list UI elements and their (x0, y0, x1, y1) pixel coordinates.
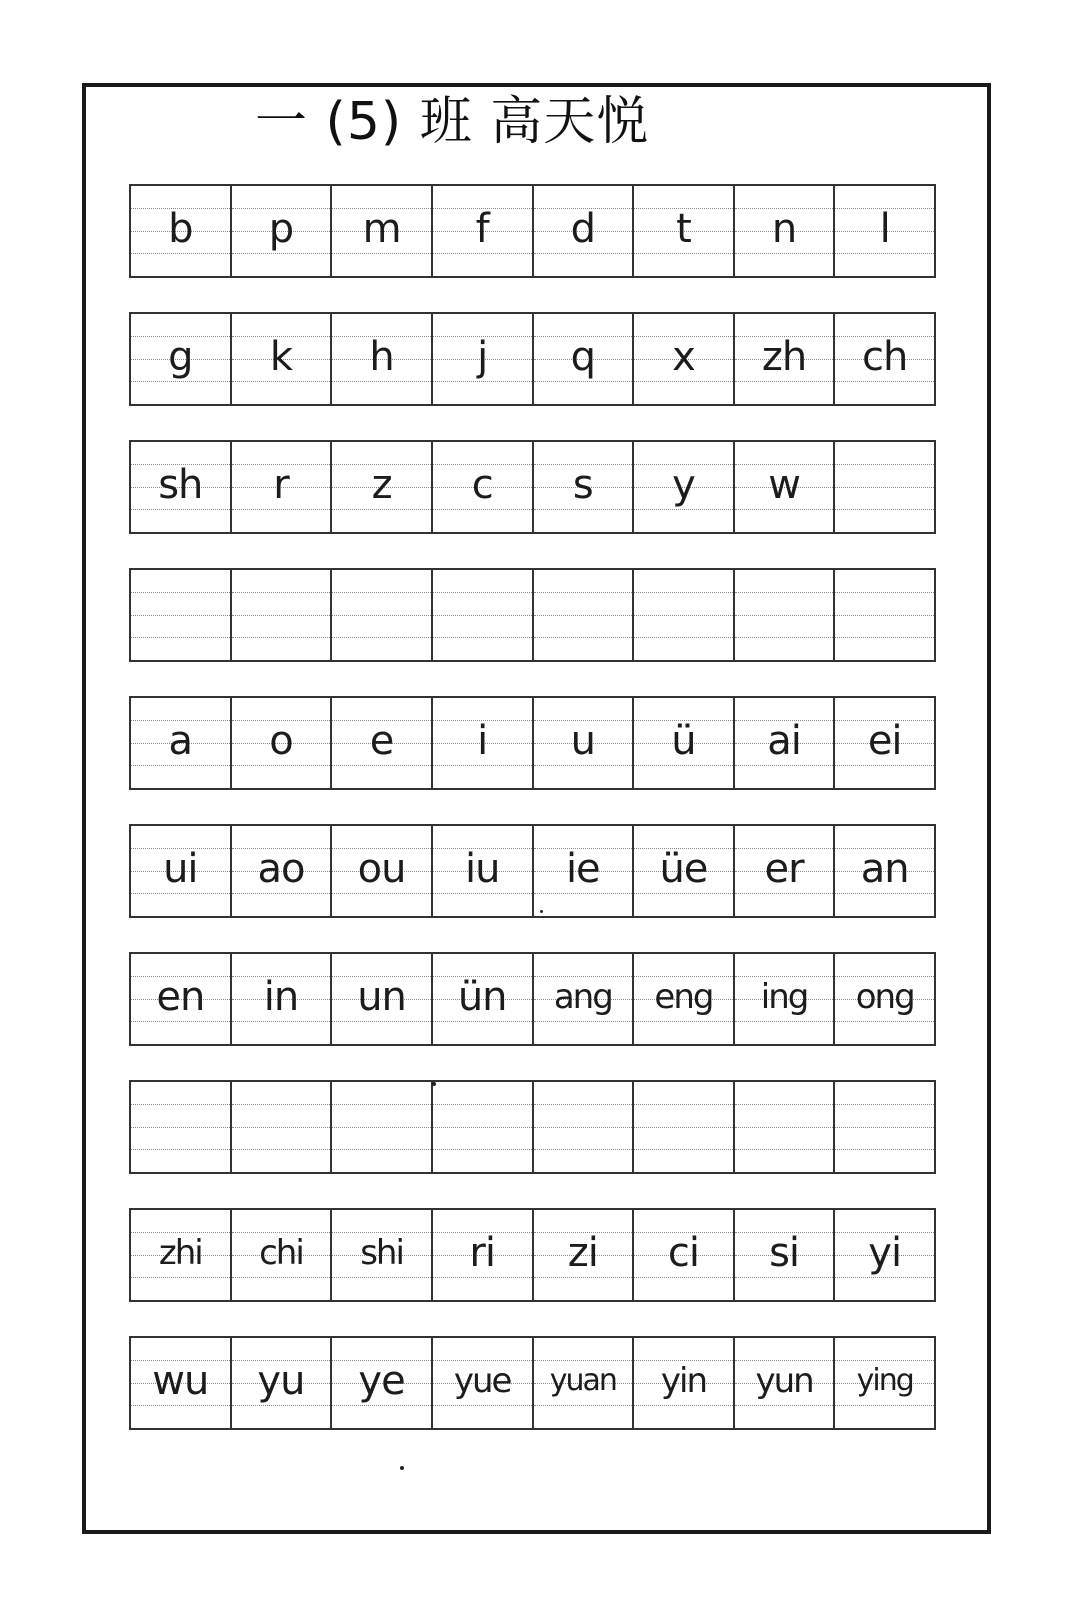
pinyin-letter: b (168, 206, 193, 252)
pinyin-letter: yuan (549, 1363, 616, 1398)
pinyin-letter: in (263, 974, 299, 1020)
dotted-guide-line (433, 1104, 532, 1105)
pinyin-letter: zh (761, 334, 807, 380)
pinyin-letter: ci (667, 1230, 699, 1276)
grid-cell (332, 698, 433, 788)
pinyin-letter: m (362, 206, 401, 252)
pinyin-letter: an (860, 846, 909, 892)
dotted-guide-line (634, 615, 733, 616)
dotted-guide-line (332, 637, 431, 638)
dotted-guide-line (131, 637, 230, 638)
dotted-guide-line (835, 637, 934, 638)
dotted-guide-line (433, 1149, 532, 1150)
grid-cell (433, 698, 534, 788)
grid-cell (534, 1210, 635, 1300)
dotted-guide-line (835, 1127, 934, 1128)
pinyin-letter: r (273, 462, 289, 508)
grid-row (129, 1080, 936, 1174)
pencil-speck (540, 910, 543, 913)
pinyin-letter: t (676, 206, 691, 252)
grid-cell (735, 954, 836, 1044)
dotted-guide-line (131, 1104, 230, 1105)
pinyin-letter: chi (259, 1233, 303, 1273)
pinyin-letter: ong (855, 977, 914, 1017)
dotted-guide-line (131, 1127, 230, 1128)
grid-row (129, 1336, 936, 1430)
grid-cell (835, 186, 934, 276)
pinyin-letter: l (879, 206, 890, 252)
grid-cell (735, 442, 836, 532)
grid-cell (634, 826, 735, 916)
grid-cell (232, 570, 333, 660)
grid-cell (332, 442, 433, 532)
pinyin-letter: a (168, 718, 193, 764)
grid-cell (332, 1210, 433, 1300)
grid-cell (332, 314, 433, 404)
dotted-guide-line (232, 615, 331, 616)
pinyin-letter: d (570, 206, 595, 252)
pinyin-letter: w (768, 462, 800, 508)
grid-cell (332, 1338, 433, 1428)
grid-cell (534, 186, 635, 276)
dotted-guide-line (835, 509, 934, 510)
grid-cell (634, 954, 735, 1044)
pinyin-letter: s (572, 462, 593, 508)
grid-cell (835, 1338, 934, 1428)
pinyin-letter: üe (659, 846, 708, 892)
dotted-guide-line (835, 1149, 934, 1150)
grid-cell (433, 1082, 534, 1172)
grid-cell (835, 442, 934, 532)
grid-cell (534, 698, 635, 788)
grid-cell (835, 570, 934, 660)
grid-cell (131, 570, 232, 660)
pinyin-letter: zi (567, 1230, 598, 1276)
pinyin-letter: ch (862, 334, 908, 380)
pinyin-letter: ye (358, 1358, 405, 1404)
dotted-guide-line (332, 615, 431, 616)
dotted-guide-line (232, 1104, 331, 1105)
grid-cell (332, 186, 433, 276)
dotted-guide-line (433, 615, 532, 616)
grid-cell (534, 314, 635, 404)
pinyin-letter: iu (464, 846, 500, 892)
grid-cell (634, 186, 735, 276)
pinyin-letter: ao (257, 846, 305, 892)
grid-cell (735, 186, 836, 276)
dotted-guide-line (534, 592, 633, 593)
grid-cell (332, 1082, 433, 1172)
grid-cell (232, 186, 333, 276)
grid-cell (634, 314, 735, 404)
dotted-guide-line (232, 1127, 331, 1128)
grid-cell (332, 954, 433, 1044)
grid-cell (433, 570, 534, 660)
pinyin-letter: n (771, 206, 797, 252)
pinyin-letter: ie (565, 846, 600, 892)
pinyin-letter: yin (660, 1361, 706, 1401)
dotted-guide-line (735, 1104, 834, 1105)
dotted-guide-line (835, 1104, 934, 1105)
grid-cell (634, 698, 735, 788)
grid-cell (735, 314, 836, 404)
grid-cell (131, 442, 232, 532)
dotted-guide-line (232, 1149, 331, 1150)
pinyin-letter: yun (755, 1361, 813, 1401)
grid-cell (534, 826, 635, 916)
pinyin-letter: h (369, 334, 394, 380)
grid-cell (232, 954, 333, 1044)
pinyin-letter: f (475, 206, 489, 252)
worksheet-border (82, 83, 991, 1534)
grid-cell (232, 826, 333, 916)
dotted-guide-line (835, 615, 934, 616)
dotted-guide-line (634, 1127, 733, 1128)
dotted-guide-line (735, 615, 834, 616)
dotted-guide-line (131, 615, 230, 616)
dotted-guide-line (735, 1127, 834, 1128)
grid-cell (534, 954, 635, 1044)
pinyin-letter: shi (360, 1233, 403, 1273)
grid-cell (433, 186, 534, 276)
pinyin-letter: o (269, 718, 293, 764)
grid-cell (433, 1338, 534, 1428)
dotted-guide-line (332, 1104, 431, 1105)
pinyin-letter: e (369, 718, 394, 764)
pinyin-letter: u (570, 718, 595, 764)
grid-cell (131, 1082, 232, 1172)
grid-cell (131, 1338, 232, 1428)
grid-cell (332, 826, 433, 916)
grid-cell (735, 1338, 836, 1428)
grid-cell (835, 1210, 934, 1300)
pinyin-letter: er (764, 846, 804, 892)
grid-row (129, 952, 936, 1046)
dotted-guide-line (735, 637, 834, 638)
pinyin-letter: wu (152, 1358, 209, 1404)
pinyin-letter: en (156, 974, 205, 1020)
pinyin-letter: i (477, 718, 488, 764)
pinyin-letter: ui (163, 846, 198, 892)
grid-cell (232, 1210, 333, 1300)
pinyin-letter: c (471, 462, 493, 508)
dotted-guide-line (433, 637, 532, 638)
pinyin-letter: ou (357, 846, 406, 892)
grid-cell (735, 1210, 836, 1300)
pinyin-letter: k (269, 334, 293, 380)
dotted-guide-line (634, 592, 733, 593)
dotted-guide-line (534, 1127, 633, 1128)
grid-cell (735, 570, 836, 660)
dotted-guide-line (534, 1149, 633, 1150)
worksheet-title: 一 (5) 班 高天悦 (255, 92, 650, 152)
grid-cell (232, 698, 333, 788)
pinyin-letter: q (570, 334, 595, 380)
pinyin-letter: sh (158, 462, 203, 508)
pinyin-letter: ün (457, 974, 507, 1020)
dotted-guide-line (634, 1104, 733, 1105)
grid-cell (634, 1082, 735, 1172)
grid-cell (433, 826, 534, 916)
grid-cell (232, 1338, 333, 1428)
grid-cell (634, 442, 735, 532)
dotted-guide-line (634, 1149, 733, 1150)
dotted-guide-line (534, 1104, 633, 1105)
grid-cell (131, 1210, 232, 1300)
pinyin-letter: ei (867, 718, 902, 764)
dotted-guide-line (131, 1149, 230, 1150)
pinyin-letter: ang (553, 977, 612, 1017)
grid-cell (232, 442, 333, 532)
pinyin-letter: eng (654, 977, 713, 1017)
pinyin-letter: un (357, 974, 406, 1020)
grid-cell (835, 1082, 934, 1172)
grid-row (129, 184, 936, 278)
dotted-guide-line (332, 1149, 431, 1150)
grid-row (129, 312, 936, 406)
pencil-speck (400, 1466, 404, 1470)
dotted-guide-line (735, 592, 834, 593)
grid-cell (534, 1338, 635, 1428)
grid-cell (433, 954, 534, 1044)
grid-cell (835, 314, 934, 404)
dotted-guide-line (332, 592, 431, 593)
pinyin-letter: ying (856, 1363, 913, 1398)
pinyin-letter: ai (767, 718, 801, 764)
dotted-guide-line (835, 487, 934, 488)
pinyin-letter: yue (453, 1361, 511, 1401)
dotted-guide-line (433, 592, 532, 593)
grid-cell (735, 1082, 836, 1172)
grid-cell (131, 954, 232, 1044)
dotted-guide-line (131, 592, 230, 593)
dotted-guide-line (232, 637, 331, 638)
grid-cell (232, 314, 333, 404)
dotted-guide-line (634, 637, 733, 638)
grid-cell (534, 442, 635, 532)
grid-cell (634, 570, 735, 660)
pinyin-letter: si (769, 1230, 800, 1276)
grid-row (129, 1208, 936, 1302)
grid-row (129, 568, 936, 662)
pinyin-letter: p (268, 206, 294, 252)
pinyin-letter: x (672, 334, 695, 380)
pinyin-letter: zhi (158, 1233, 202, 1273)
grid-cell (433, 442, 534, 532)
dotted-guide-line (332, 1127, 431, 1128)
grid-cell (534, 570, 635, 660)
grid-cell (835, 698, 934, 788)
grid-cell (634, 1210, 735, 1300)
pinyin-letter: y (672, 462, 695, 508)
grid-cell (835, 826, 934, 916)
pinyin-letter: ü (671, 718, 696, 764)
grid-cell (131, 698, 232, 788)
pencil-speck (432, 1082, 436, 1086)
grid-cell (835, 954, 934, 1044)
dotted-guide-line (534, 637, 633, 638)
grid-row (129, 824, 936, 918)
dotted-guide-line (433, 1127, 532, 1128)
dotted-guide-line (835, 592, 934, 593)
grid-cell (735, 826, 836, 916)
pinyin-letter: j (477, 334, 488, 380)
dotted-guide-line (835, 464, 934, 465)
grid-cell (433, 1210, 534, 1300)
pinyin-letter: ri (469, 1230, 495, 1276)
dotted-guide-line (534, 615, 633, 616)
grid-cell (131, 314, 232, 404)
pinyin-letter: ing (760, 977, 808, 1017)
grid-cell (433, 314, 534, 404)
grid-cell (131, 186, 232, 276)
grid-row (129, 696, 936, 790)
grid-cell (735, 698, 836, 788)
dotted-guide-line (735, 1149, 834, 1150)
grid-cell (332, 570, 433, 660)
grid-cell (534, 1082, 635, 1172)
dotted-guide-line (232, 592, 331, 593)
grid-cell (634, 1338, 735, 1428)
pinyin-letter: z (371, 462, 392, 508)
grid-row (129, 440, 936, 534)
grid-cell (232, 1082, 333, 1172)
pinyin-letter: yu (257, 1358, 305, 1404)
pinyin-letter: yi (868, 1230, 902, 1276)
pinyin-letter: g (168, 334, 193, 380)
grid-cell (131, 826, 232, 916)
